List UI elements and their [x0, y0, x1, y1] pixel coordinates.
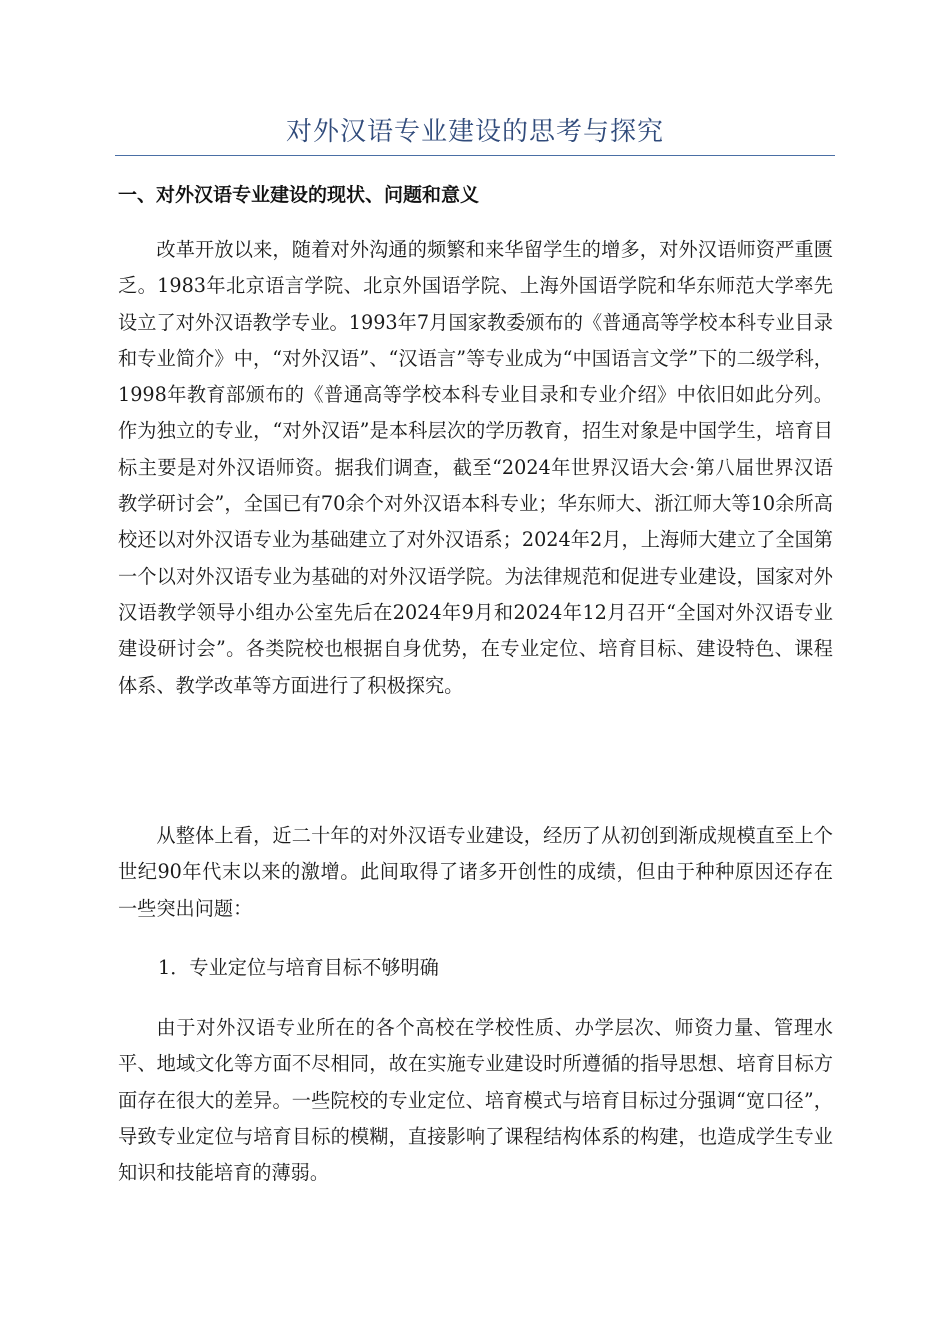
title-underline-divider	[115, 155, 835, 156]
subheading-1: 1．专业定位与培育目标不够明确	[158, 956, 439, 979]
paragraph-3: 由于对外汉语专业所在的各个高校在学校性质、办学层次、师资力量、管理水平、地域文化等方面不尽相同，故在实施专业建设时所遵循的指导思想、培育目标方面存在很大的差异。一些院校的专业定位、培育模式与培育目标过分强调“宽口径”，导致专业定位与培育目标的模糊，直接影响了课程结构体系的构建，也造成学生专业知识和技能培育的薄弱。	[118, 1016, 833, 1185]
section-heading: 一、对外汉语专业建设的现状、问题和意义	[118, 184, 480, 206]
document-title: 对外汉语专业建设的思考与探究	[285, 117, 664, 147]
paragraph-2: 从整体上看，近二十年的对外汉语专业建设，经历了从初创到渐成规模直至上个世纪90年代末以来的激增。此间取得了诸多开创性的成绩，但由于种种原因还存在一些突出问题：	[118, 824, 833, 920]
paragraph-1: 改革开放以来，随着对外沟通的频繁和来华留学生的增多，对外汉语师资严重匮乏。1983年北京语言学院、北京外国语学院、上海外国语学院和华东师范大学率先设立了对外汉语教学专业。1993年7月国家教委颁布的《普通高等学校本科专业目录和专业简介》中，“对外汉语”、“汉语言”等专业成为“中国语言文学”下的二级学科，1998年教育部颁布的《普通高等学校本科专业目录和专业介绍》中依旧如此分列。作为独立的专业，“对外汉语”是本科层次的学历教育，招生对象是中国学生，培育目标主要是对外汉语师资。据我们调查，截至“2024年世界汉语大会·第八届世界汉语教学研讨会”，全国已有70余个对外汉语本科专业；华东师大、浙江师大等10余所高校还以对外汉语专业为基础建立了对外汉语系；2024年2月，上海师大建立了全国第一个以对外汉语专业为基础的对外汉语学院。为法律规范和促进专业建设，国家对外汉语教学领导小组办公室先后在2024年9月和2024年12月召开“全国对外汉语专业建设研讨会”。各类院校也根据自身优势，在专业定位、培育目标、建设特色、课程体系、教学改革等方面进行了积极探究。	[118, 238, 833, 697]
